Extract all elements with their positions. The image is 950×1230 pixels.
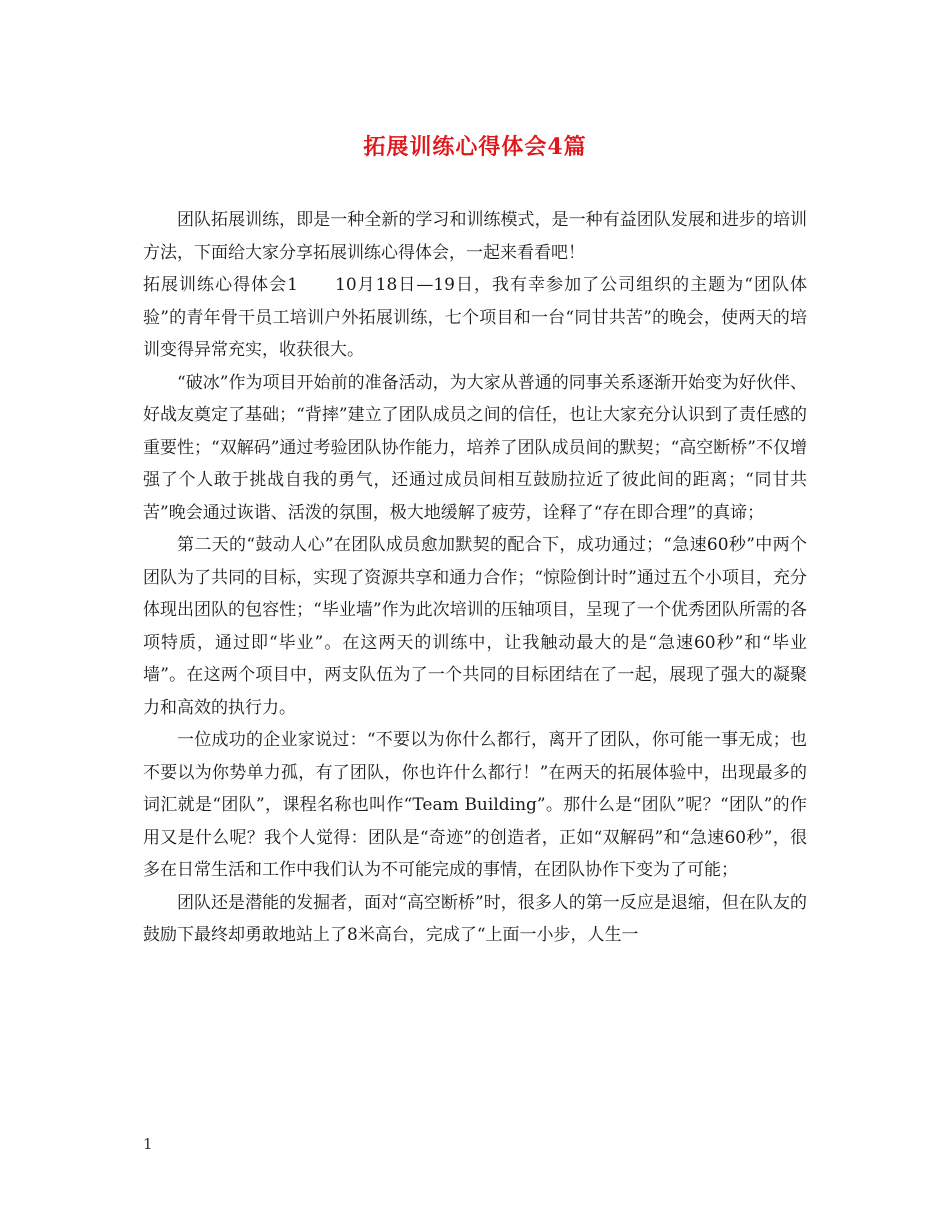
document-body: [143, 204, 807, 952]
paragraph-icebreaker: “破冰”作为项目开始前的准备活动，为大家从普通的同事关系逐渐开始变为好伙伴、好战友奠定了基础；“背摔”建立了团队成员之间的信任，也让大家充分认识到了责任感的重要性；“双解码”通过考验团队协作能力，培养了团队成员间的默契；“高空断桥”不仅增强了个人敢于挑战自我的勇气，还通过成员间相互鼓励拉近了彼此间的距离；“同甘共苦”晚会通过诙谐、活泼的氛围，极大地缓解了疲劳，诠释了“存在即合理”的真谛；: [143, 372, 807, 523]
document-title: 拓展训练心得体会4篇: [363, 134, 587, 160]
paragraph-potential: 团队还是潜能的发掘者，面对“高空断桥”时，很多人的第一反应是退缩，但在队友的鼓励下最终却勇敢地站上了8米高台，完成了“上面一小步，人生一: [143, 892, 807, 945]
paragraph-entrepreneur-quote: 一位成功的企业家说过：“不要以为你什么都行，离开了团队，你可能一事无成；也不要以为你势单力孤，有了团队，你也许什么都行！”在两天的拓展体验中，出现最多的词汇就是“团队”，课程名称也叫作“Team Building”。那什么是“团队”呢？“团队”的作用又是什么呢？我个人觉得：团队是“奇迹”的创造者，正如“双解码”和“急速60秒”，很多在日常生活和工作中我们认为不可能完成的事情，在团队协作下变为了可能；: [143, 730, 807, 880]
paragraph-intro: 团队拓展训练，即是一种全新的学习和训练模式，是一种有益团队发展和进步的培训方法，下面给大家分享拓展训练心得体会，一起来看看吧！: [143, 210, 807, 263]
paragraph-day-two: 第二天的“鼓动人心”在团队成员愈加默契的配合下，成功通过；“急速60秒”中两个团队为了共同的目标，实现了资源共享和通力合作；“惊险倒计时”通过五个小项目，充分体现出团队的包容性；“毕业墙”作为此次培训的压轴项目，呈现了一个优秀团队所需的各项特质，通过即“毕业”。在这两天的训练中，让我触动最大的是“急速60秒”和“毕业墙”。在这两个项目中，两支队伍为了一个共同的目标团结在了一起，展现了强大的凝聚力和高效的执行力。: [143, 535, 807, 718]
page-number: 1: [143, 1135, 153, 1153]
paragraph-section-1: 拓展训练心得体会1 10月18日—19日，我有幸参加了公司组织的主题为“团队体验”的青年骨干员工培训户外拓展训练，七个项目和一台“同甘共苦”的晚会，使两天的培训变得异常充实，收获很大。: [143, 275, 807, 360]
